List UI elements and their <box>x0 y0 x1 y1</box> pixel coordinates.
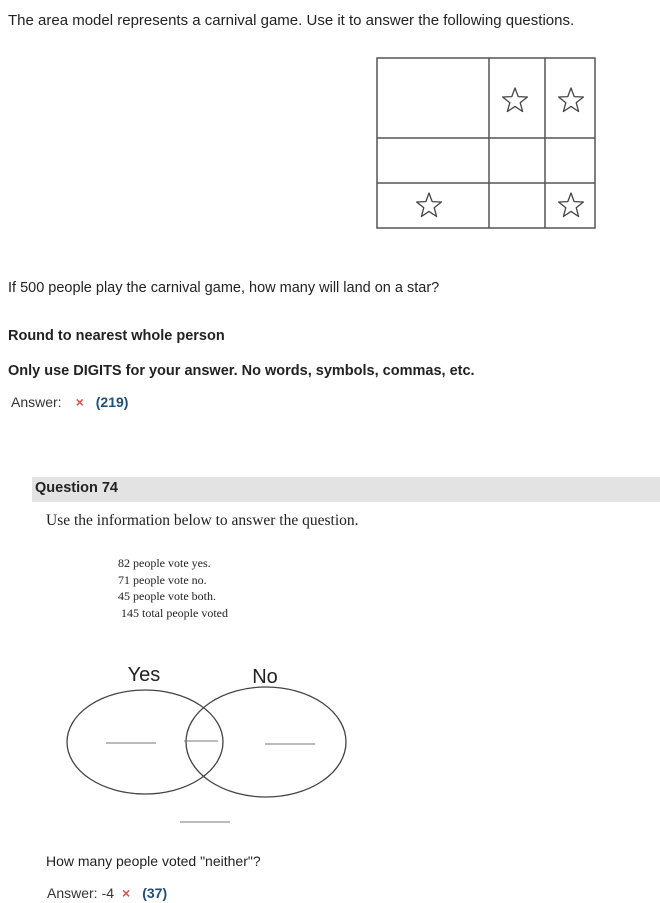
area-model-grid <box>376 57 596 229</box>
venn-circle-yes <box>67 690 223 794</box>
correct-answer: (219) <box>95 394 129 410</box>
venn-label-yes: Yes <box>127 664 161 686</box>
question-instruction: Use the information below to answer the question. <box>46 512 359 529</box>
student-answer: -4 <box>101 885 115 901</box>
answer-label: Answer: <box>11 394 62 410</box>
question-prompt: If 500 people play the carnival game, how many will land on a star? <box>8 280 440 296</box>
fact-line: 145 total people voted <box>121 605 228 620</box>
answer-row <box>11 394 128 410</box>
venn-circle-no <box>186 687 346 797</box>
digits-instruction: Only use DIGITS for your answer. No words, symbols, commas, etc. <box>8 363 475 379</box>
grid-outline <box>377 58 595 228</box>
venn-label-no: No <box>252 666 278 688</box>
vote-facts <box>118 555 228 621</box>
venn-diagram <box>60 655 360 830</box>
correct-answer: (37) <box>142 885 168 901</box>
incorrect-icon: × <box>75 394 84 410</box>
incorrect-icon: × <box>122 885 131 901</box>
fact-line: 82 people vote yes. <box>118 556 211 570</box>
question-number: Question 74 <box>35 480 118 496</box>
fact-line: 45 people vote both. <box>118 589 216 603</box>
rounding-instruction: Round to nearest whole person <box>8 328 225 344</box>
fact-line: 71 people vote no. <box>118 572 207 587</box>
question-header <box>32 477 660 502</box>
problem-intro: The area model represents a carnival game. Use it to answer the following questions. <box>8 12 575 29</box>
question-ask: How many people voted "neither"? <box>46 853 261 869</box>
answer-row <box>47 885 167 901</box>
answer-label: Answer: <box>47 885 98 901</box>
